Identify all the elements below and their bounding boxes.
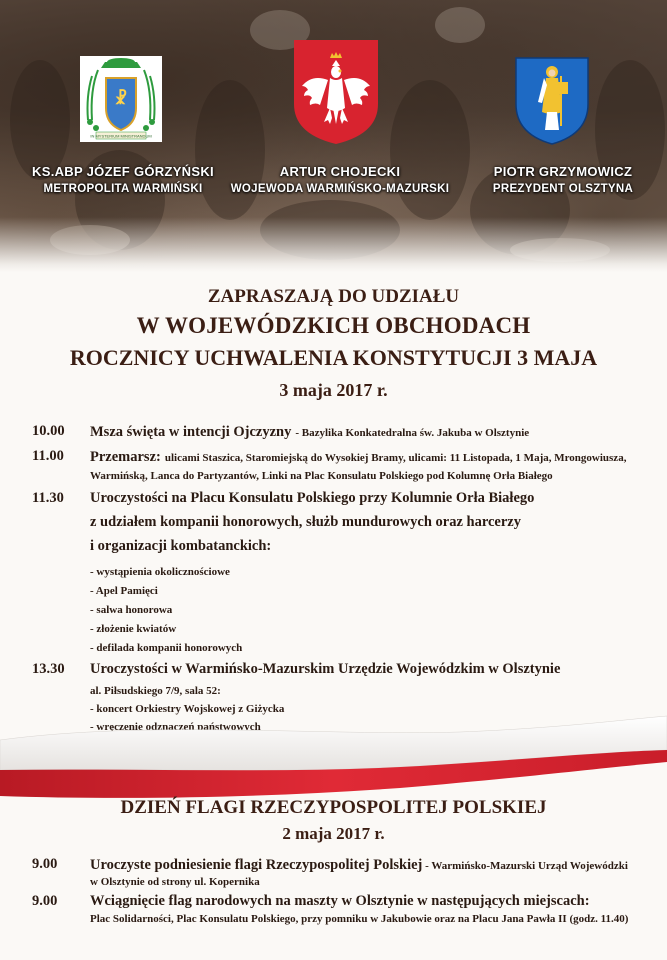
list-item: - Apel Pamięci — [90, 585, 158, 597]
event-detail-2: Warmińską, Lanca do Partyzantów, Linki na Plac Konsulatu Polskiego pod Kolumnę Orła Białego — [90, 470, 553, 482]
polish-eagle-icon — [292, 38, 380, 146]
person-name: PIOTR GRZYMOWICZ — [493, 164, 633, 179]
polish-flag-ribbon — [0, 706, 667, 806]
event-title: Msza święta w intencji Ojczyzny — [90, 424, 292, 440]
event-detail: Plac Solidarności, Plac Konsulatu Polskiego, przy pomniku w Jakubowie oraz na Placu Jana Pawła II (godz. 11.40) — [90, 913, 629, 925]
event-title: Uroczystości w Warmińsko-Mazurskim Urzędzie Wojewódzkim w Olsztynie — [90, 661, 561, 677]
person-voivode — [222, 164, 458, 195]
svg-text:☧: ☧ — [114, 91, 128, 108]
event-time: 13.30 — [32, 661, 65, 677]
list-item: - salwa honorowa — [90, 604, 173, 616]
svg-text:IN MYSTERIUM MINISTRANDUM: IN MYSTERIUM MINISTRANDUM — [90, 133, 152, 139]
hero-painting — [0, 0, 667, 272]
event-title: Uroczystości na Placu Konsulatu Polskiego przy Kolumnie Orła Białego — [90, 490, 535, 506]
event-detail-2: w Olsztynie od strony ul. Kopernika — [90, 876, 260, 888]
invite-line-2: W WOJEWÓDZKICH OBCHODACH — [136, 313, 531, 338]
person-role: WOJEWODA WARMIŃSKO-MAZURSKI — [230, 183, 450, 195]
event-detail: al. Piłsudskiego 7/9, sala 52: — [90, 685, 221, 697]
invite-line-3: ROCZNICY UCHWALENIA KONSTYTUCJI 3 MAJA — [69, 345, 598, 370]
event-title: Przemarsz: — [90, 449, 161, 465]
person-role: PREZYDENT OLSZTYNA — [492, 183, 634, 195]
person-name: ARTUR CHOJECKI — [279, 164, 401, 179]
event-detail: - Bazylika Konkatedralna św. Jakuba w Olsztynie — [295, 427, 530, 439]
list-item: - wręczenie odznaczeń państwowych — [90, 721, 261, 733]
person-archbishop — [18, 164, 228, 195]
event-detail: - Warmińsko-Mazurski Urząd Wojewódzki — [422, 860, 628, 872]
invite-date: 3 maja 2017 r. — [279, 380, 388, 400]
event-title: Wciągnięcie flag narodowych na maszty w Olsztynie w następujących miejscach: — [90, 893, 590, 909]
archbishop-crest-icon — [80, 56, 162, 142]
event-time: 10.00 — [32, 423, 65, 439]
list-item: - złożenie kwiatów — [90, 623, 177, 635]
event-title-3: i organizacji kombatanckich: — [90, 538, 272, 554]
person-role: METROPOLITA WARMIŃSKI — [43, 183, 203, 195]
event-title: Uroczyste podniesienie flagi Rzeczypospolitej Polskiej — [90, 857, 423, 873]
event-title-2: z udziałem kompanii honorowych, służb mundurowych oraz harcerzy — [90, 514, 521, 530]
invite-line-1: ZAPRASZAJĄ DO UDZIAŁU — [207, 286, 460, 307]
list-item: - defilada kompanii honorowych — [90, 642, 243, 654]
person-name: KS.ABP JÓZEF GÓRZYŃSKI — [32, 164, 214, 179]
event-time: 11.00 — [32, 448, 64, 464]
event-detail: ulicami Staszica, Staromiejską do Wysokiej Bramy, ulicami: 11 Listopada, 1 Maja, Mrongowiusza, — [164, 452, 627, 464]
event-time: 9.00 — [32, 856, 58, 872]
event-time: 11.30 — [32, 490, 64, 506]
list-item: - koncert Orkiestry Wojskowej z Giżycka — [90, 703, 285, 715]
person-mayor — [458, 164, 667, 195]
hero-fade — [0, 217, 667, 272]
flag-day-title: DZIEŃ FLAGI RZECZYPOSPOLITEJ POLSKIEJ — [120, 797, 547, 818]
event-time: 9.00 — [32, 893, 58, 909]
flag-day-date: 2 maja 2017 r. — [282, 824, 385, 843]
olsztyn-crest-icon — [514, 56, 590, 146]
list-item: - wystąpienia okolicznościowe — [90, 566, 230, 578]
